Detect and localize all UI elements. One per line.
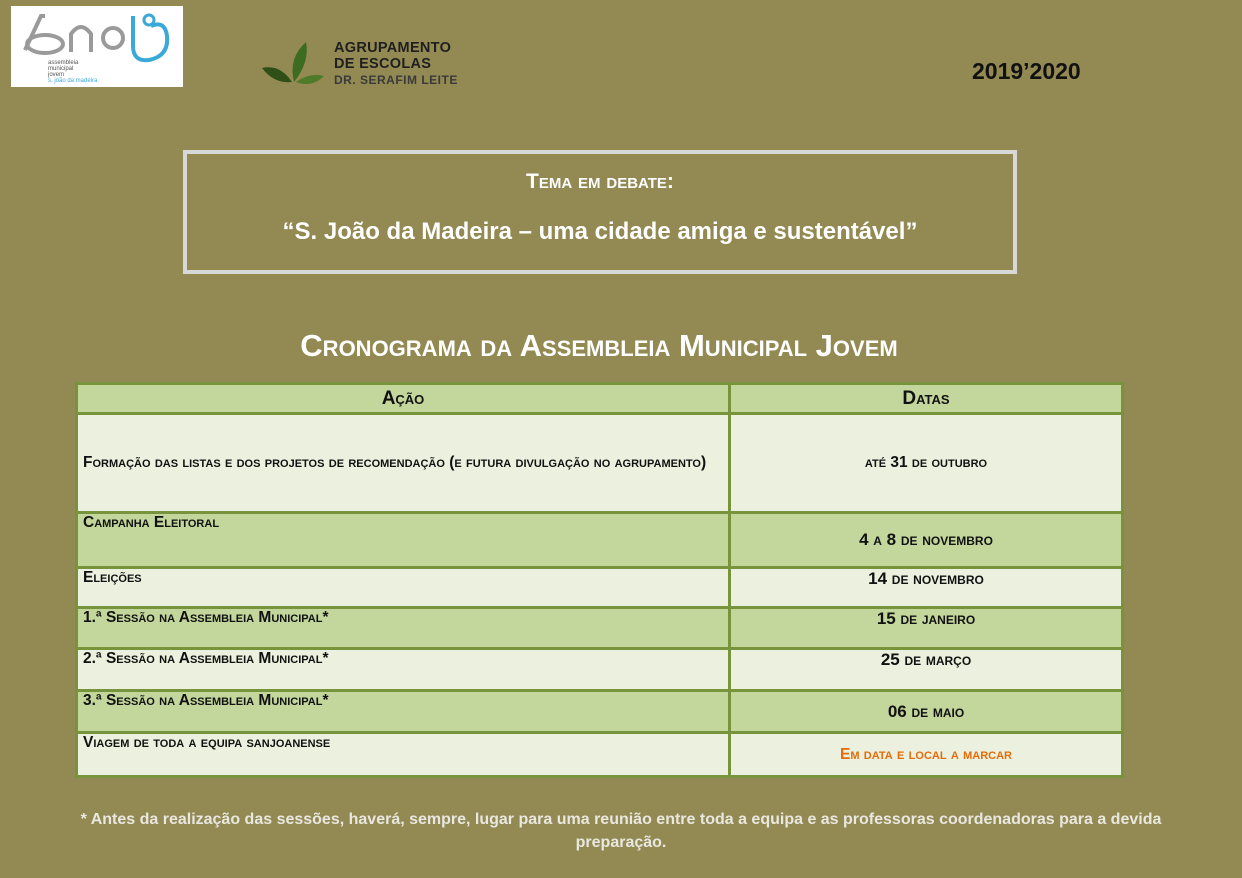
table-row — [78, 692, 1121, 731]
school-name: AGRUPAMENTO DE ESCOLAS DR. SERAFIM LEITE — [334, 40, 458, 87]
row-date: 15 de janeiro — [731, 609, 1121, 647]
footnote: * Antes da realização das sessões, haverá, sempre, lugar para uma reunião entre toda a equipa e as professoras coordenadoras para a devida preparação. — [80, 811, 1162, 851]
row-date: 25 de março — [731, 650, 1121, 689]
row-date: até 31 de outubro — [731, 415, 1121, 511]
row-action: 3.ª Sessão na Assembleia Municipal* — [78, 692, 728, 731]
table-row — [78, 514, 1121, 566]
theme-title: “S. João da Madeira – uma cidade amiga e sustentável” — [282, 218, 918, 245]
table-row — [78, 415, 1121, 511]
amj-logo-text: assembleia municipal jovem s. joão da madeira — [48, 60, 98, 84]
table-row — [78, 734, 1121, 775]
leaf-icon — [258, 38, 330, 93]
row-action: Formação das listas e dos projetos de recomendação (e futura divulgação no agrupamento) — [78, 415, 728, 511]
header-dates: Datas — [731, 385, 1121, 412]
row-date: 14 de novembro — [731, 569, 1121, 606]
theme-box — [183, 150, 1017, 274]
table-header-row — [78, 385, 1121, 412]
row-date: 06 de maio — [731, 692, 1121, 731]
row-action: 2.ª Sessão na Assembleia Municipal* — [78, 650, 728, 689]
school-year: 2019’2020 — [972, 58, 1081, 84]
table-row — [78, 650, 1121, 689]
row-date: Em data e local a marcar — [731, 734, 1121, 775]
schedule-table — [75, 382, 1124, 778]
page-title: Cronograma da Assembleia Municipal Jovem — [300, 328, 898, 363]
row-action: Viagem de toda a equipa sanjoanense — [78, 734, 728, 775]
amj-logo — [11, 6, 183, 87]
table-row — [78, 569, 1121, 606]
school-logo — [258, 38, 498, 93]
theme-label: Tema em debate: — [526, 170, 674, 193]
row-action: Campanha Eleitoral — [78, 514, 728, 566]
row-date: 4 a 8 de novembro — [731, 514, 1121, 566]
row-action: Eleições — [78, 569, 728, 606]
table-row — [78, 609, 1121, 647]
row-action: 1.ª Sessão na Assembleia Municipal* — [78, 609, 728, 647]
header-action: Ação — [78, 385, 728, 412]
